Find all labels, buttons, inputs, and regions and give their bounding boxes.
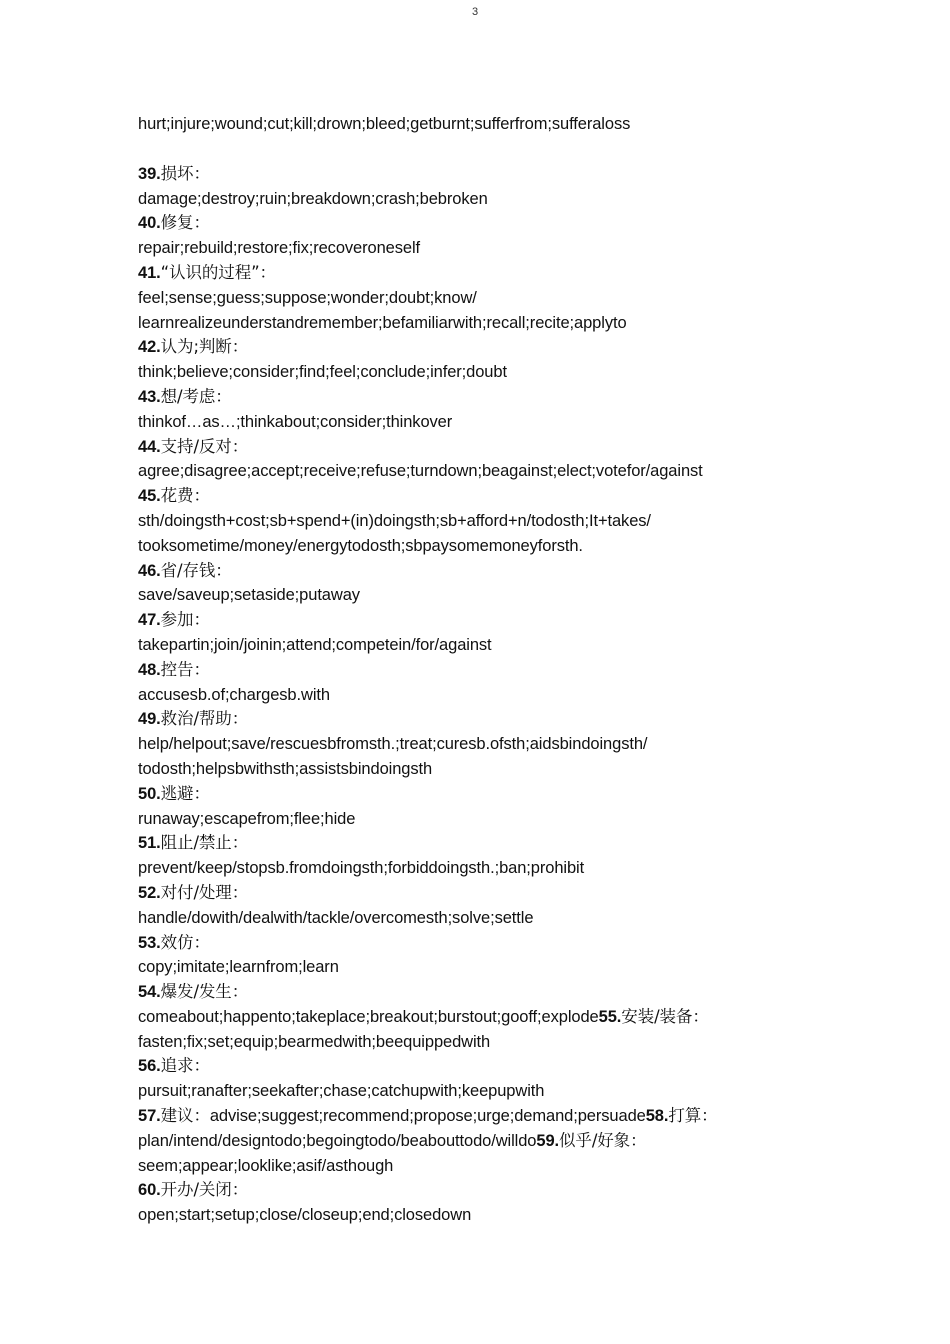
body-line	[138, 1005, 798, 1030]
entry-heading-60	[138, 1178, 798, 1203]
entry-number: 39.	[138, 164, 161, 183]
entry-number: 45.	[138, 487, 161, 506]
entry-number: 49.	[138, 710, 161, 729]
entry-number: 56.	[138, 1057, 161, 1076]
entry-heading-51	[138, 831, 798, 856]
entry-heading-43	[138, 385, 798, 410]
body-line: tooksometime/money/energytodosth;sbpaysomemoneyforsth.	[138, 536, 583, 555]
body-line: feel;sense;guess;suppose;wonder;doubt;know/	[138, 288, 477, 307]
entry-title: 爆发/发生：	[160, 982, 249, 1002]
document-body	[138, 112, 798, 1228]
entry-number: 59.	[536, 1131, 560, 1150]
entry-title: 追求：	[160, 1056, 210, 1076]
entry-heading-42	[138, 335, 798, 360]
entry-heading-45	[138, 484, 798, 509]
body-line: repair;rebuild;restore;fix;recoveroneself	[138, 239, 421, 258]
body-line: takepartin;join/joinin;attend;competein/for/against	[138, 635, 492, 654]
entry-title: 修复：	[160, 213, 210, 233]
body-line: agree;disagree;accept;receive;refuse;turndown;beagainst;elect;votefor/against	[138, 462, 703, 481]
body-line: prevent/keep/stopsb.fromdoingsth;forbiddoingsth.;ban;prohibit	[138, 859, 585, 878]
entry-title: 支持/反对：	[160, 436, 249, 456]
entry-title: 阻止/禁止：	[160, 833, 249, 853]
body-line: save/saveup;setaside;putaway	[138, 586, 360, 605]
entry-heading-56	[138, 1054, 798, 1079]
entry-heading-40	[138, 211, 798, 236]
entry-heading-41	[138, 261, 798, 286]
entry-heading-50	[138, 782, 798, 807]
page-number: 3	[471, 6, 479, 18]
body-line: learnrealizeunderstandremember;befamiliarwith;recall;recite;applyto	[138, 313, 627, 332]
entry-title: 安装/装备：	[621, 1006, 709, 1026]
entry-heading-54	[138, 980, 798, 1005]
body-line: help/helpout;save/rescuesbfromsth.;treat;curesb.ofsth;aidsbindoingsth/	[138, 735, 648, 754]
body-line: accusesb.of;chargesb.with	[138, 685, 330, 704]
body-line: thinkof…as…;thinkabout;consider;thinkover	[138, 412, 453, 431]
entry-number: 52.	[138, 883, 161, 902]
body-line: todosth;helpsbwithsth;assistsbindoingsth	[138, 759, 433, 778]
body-line: open;start;setup;close/closeup;end;closedown	[138, 1206, 472, 1225]
entry-heading-39	[138, 162, 798, 187]
entry-title: 逃避：	[160, 783, 210, 803]
entry-number: 46.	[138, 561, 161, 580]
entry-title: 开办/关闭：	[160, 1180, 249, 1200]
entry-title: 参加：	[160, 610, 210, 630]
body-line: think;believe;consider;find;feel;conclude;infer;doubt	[138, 363, 507, 382]
body-line: runaway;escapefrom;flee;hide	[138, 809, 356, 828]
entry-number: 58.	[645, 1107, 669, 1126]
entry-number: 41.	[138, 263, 161, 282]
body-line: damage;destroy;ruin;breakdown;crash;bebroken	[138, 189, 488, 208]
entry-number: 42.	[138, 338, 161, 357]
entry-number: 60.	[138, 1181, 161, 1200]
body-text: plan/intend/designtodo;begoingtodo/beabouttodo/willdo	[138, 1131, 537, 1150]
entry-number: 57.	[138, 1107, 161, 1126]
entry-title: 控告：	[160, 659, 210, 679]
body-line: fasten;fix;set;equip;bearmedwith;beequippedwith	[138, 1032, 491, 1051]
entry-heading-53	[138, 931, 798, 956]
entry-title: 建议：	[160, 1106, 210, 1126]
entry-heading-52	[138, 881, 798, 906]
entry-title: “认识的过程”：	[160, 262, 276, 282]
entry-title: 认为;判断：	[160, 337, 249, 357]
body-line: copy;imitate;learnfrom;learn	[138, 958, 339, 977]
entry-number: 47.	[138, 611, 161, 630]
entry-title: 省/存钱：	[160, 560, 232, 580]
entry-heading-57	[138, 1104, 798, 1129]
entry-number: 53.	[138, 933, 161, 952]
entry-number: 54.	[138, 983, 161, 1002]
entry-title: 损坏：	[160, 163, 210, 183]
entry-title: 花费：	[160, 486, 210, 506]
entry-title: 对付/处理：	[160, 882, 249, 902]
entry-heading-44	[138, 435, 798, 460]
entry-title: 想/考虑：	[160, 386, 232, 406]
body-text: advise;suggest;recommend;propose;urge;demand;persuade	[209, 1107, 646, 1126]
entry-number: 50.	[138, 784, 161, 803]
entry-number: 44.	[138, 437, 161, 456]
body-line	[138, 1129, 798, 1154]
entry-number: 40.	[138, 214, 161, 233]
entry-heading-46	[138, 559, 798, 584]
entry-title: 打算：	[668, 1106, 718, 1126]
body-line: handle/dowith/dealwith/tackle/overcomesth;solve;settle	[138, 908, 534, 927]
body-line: sth/doingsth+cost;sb+spend+(in)doingsth;sb+afford+n/todosth;It+takes/	[138, 511, 651, 530]
body-line: hurt;injure;wound;cut;kill;drown;bleed;getburnt;sufferfrom;sufferaloss	[138, 115, 631, 133]
entry-title: 救治/帮助：	[160, 709, 249, 729]
entry-heading-48	[138, 658, 798, 683]
entry-heading-49	[138, 707, 798, 732]
entry-number: 55.	[598, 1007, 622, 1026]
body-text: comeabout;happento;takeplace;breakout;burstout;gooff;explode	[138, 1007, 599, 1026]
body-line: pursuit;ranafter;seekafter;chase;catchupwith;keepupwith	[138, 1082, 545, 1101]
entry-number: 48.	[138, 660, 161, 679]
body-line: seem;appear;looklike;asif/asthough	[138, 1156, 394, 1175]
entry-title: 效仿：	[160, 932, 210, 952]
entry-title: 似乎/好象：	[559, 1130, 647, 1150]
entry-heading-47	[138, 608, 798, 633]
entry-number: 43.	[138, 387, 161, 406]
entry-number: 51.	[138, 834, 161, 853]
